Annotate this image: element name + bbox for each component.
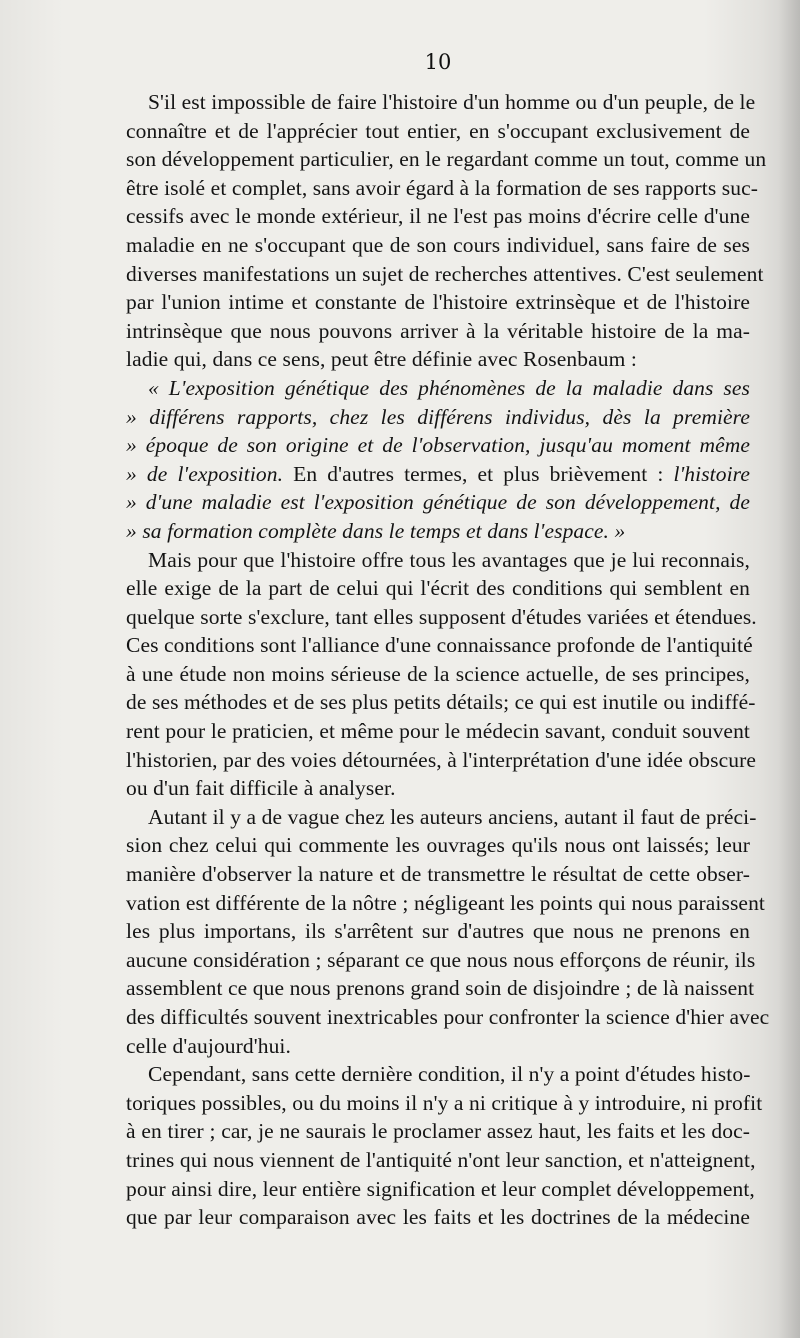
- text-line: à une étude non moins sérieuse de la science actuelle, de ses principes,: [126, 661, 750, 686]
- text-line: quelque sorte s'exclure, tant elles supposent d'études variées et étendues.: [126, 604, 757, 629]
- text-line: pour ainsi dire, leur entière signification et leur complet développement,: [126, 1176, 755, 1201]
- text-line: Ces conditions sont l'alliance d'une connaissance profonde de l'antiquité: [126, 633, 753, 658]
- text-line: toriques possibles, ou du moins il n'y a ni critique à y introduire, ni profit: [126, 1090, 763, 1115]
- text-line: Autant il y a de vague chez les auteurs anciens, autant il faut de préci-: [148, 804, 757, 829]
- text-line: aucune considération ; séparant ce que nous nous efforçons de réunir, ils: [126, 947, 756, 972]
- text-line: les plus importans, ils s'arrêtent sur d'autres que nous ne prenons en: [126, 919, 750, 944]
- italic-span: l'histoire: [673, 461, 750, 486]
- text-line: celle d'aujourd'hui.: [126, 1033, 291, 1058]
- text-line: vation est différente de la nôtre ; négligeant les points qui nous paraissent: [126, 890, 765, 915]
- text-line: » d'une maladie est l'exposition génétique de son développement, de: [126, 490, 750, 515]
- text-line: Mais pour que l'histoire offre tous les avantages que je lui reconnais,: [148, 547, 750, 572]
- text-line: sion chez celui qui commente les ouvrages qu'ils nous ont laissés; leur: [126, 833, 750, 858]
- text-line: trines qui nous viennent de l'antiquité n'ont leur sanction, et n'atteignent,: [126, 1147, 756, 1172]
- page-number: 10: [424, 50, 452, 74]
- body-text: [126, 88, 770, 1232]
- text-line: à en tirer ; car, je ne saurais le proclamer assez haut, les faits et les doc-: [126, 1119, 750, 1144]
- text-line: » époque de son origine et de l'observation, jusqu'au moment même: [126, 433, 750, 458]
- text-line: « L'exposition génétique des phénomènes de la maladie dans ses: [148, 375, 750, 400]
- spine-shadow: [778, 0, 800, 1338]
- text-line: des difficultés souvent inextricables pour confronter la science d'hier avec: [126, 1005, 770, 1029]
- text-line: de ses méthodes et de ses plus petits détails; ce qui est inutile ou indiffé-: [126, 690, 756, 715]
- text-line: connaître et de l'apprécier tout entier, en s'occupant exclusivement de: [126, 118, 750, 143]
- text-line: son développement particulier, en le regardant comme un tout, comme un: [126, 147, 767, 172]
- text-line: maladie en ne s'occupant que de son cours individuel, sans faire de ses: [126, 232, 750, 257]
- text-line: diverses manifestations un sujet de recherches attentives. C'est seulement: [126, 261, 764, 286]
- roman-span: En d'autres termes, et plus brièvement :: [283, 461, 674, 486]
- text-line: cessifs avec le monde extérieur, il ne l'est pas moins d'écrire celle d'une: [126, 204, 750, 229]
- text-line: elle exige de la part de celui qui l'écrit des conditions qui semblent en: [126, 576, 750, 601]
- text-line: » différens rapports, chez les différens individus, dès la première: [126, 404, 750, 429]
- text-line: l'historien, par des voies détournées, à l'interprétation d'une idée obscure: [126, 747, 756, 772]
- text-line: [126, 460, 750, 489]
- text-line: par l'union intime et constante de l'histoire extrinsèque et de l'histoire: [126, 290, 750, 315]
- text-line: ladie qui, dans ce sens, peut être définie avec Rosenbaum :: [126, 347, 637, 372]
- text-line: manière d'observer la nature et de transmettre le résultat de cette obser-: [126, 862, 750, 887]
- text-line: rent pour le praticien, et même pour le médecin savant, conduit souvent: [126, 719, 750, 744]
- text-line: que par leur comparaison avec les faits et les doctrines de la médecine: [126, 1205, 750, 1230]
- text-line: ou d'un fait difficile à analyser.: [126, 776, 396, 801]
- italic-span: » de l'exposition.: [126, 461, 284, 486]
- text-line: assemblent ce que nous prenons grand soin de disjoindre ; de là naissent: [126, 976, 755, 1001]
- text-line: intrinsèque que nous pouvons arriver à la véritable histoire de la ma-: [126, 318, 750, 343]
- text-line: » sa formation complète dans le temps et dans l'espace. »: [126, 518, 626, 543]
- text-line: être isolé et complet, sans avoir égard à la formation de ses rapports suc-: [126, 175, 758, 200]
- text-line: S'il est impossible de faire l'histoire d'un homme ou d'un peuple, de le: [148, 90, 756, 114]
- text-line: Cependant, sans cette dernière condition, il n'y a point d'études histo-: [148, 1062, 751, 1087]
